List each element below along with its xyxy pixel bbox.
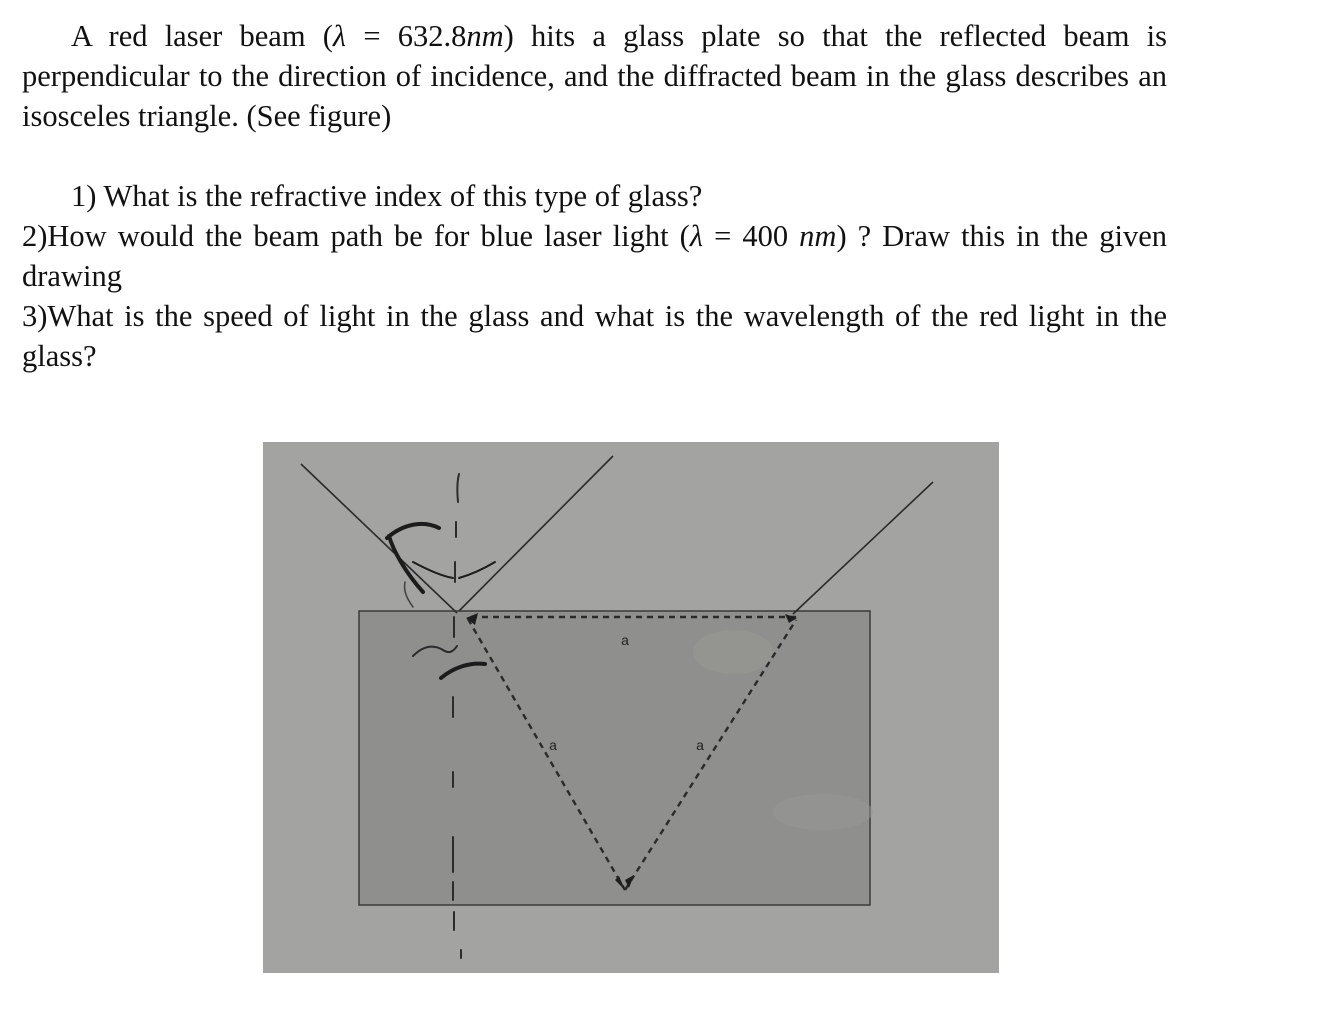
q2-lambda-symbol: λ [689, 219, 704, 253]
problem-statement [22, 16, 1167, 136]
reflected-beam [459, 456, 613, 611]
incident-beam [301, 464, 457, 613]
question-3: 3)What is the speed of light in the glass and what is the wavelength of the red light in the glass? [22, 299, 1167, 373]
beam-diagram [263, 442, 999, 973]
problem-intro: A red laser beam ( [71, 19, 333, 53]
question-2-start: 2)How would the beam path be for blue laser light ( [22, 219, 690, 253]
problem-paragraph [22, 16, 1167, 136]
handdrawn-angle-tick [405, 582, 413, 607]
question-2 [22, 216, 1167, 296]
glass-plate [359, 611, 870, 905]
blue-wavelength-value: 400 [742, 219, 800, 253]
handdrawn-angle-mark-top [387, 524, 439, 592]
red-wavelength-unit: nm [466, 19, 504, 53]
question-list [22, 176, 1167, 376]
exit-beam [793, 482, 933, 614]
question-1: 1) What is the refractive index of this type of glass? [71, 179, 703, 213]
side-label-left: a [549, 737, 557, 753]
side-label-right: a [696, 737, 704, 753]
blue-wavelength-unit: nm [799, 219, 837, 253]
side-label-top: a [621, 632, 629, 648]
equals-sign: = [346, 19, 398, 53]
glass-plate-figure [263, 442, 999, 973]
red-wavelength-value: 632.8 [397, 19, 467, 53]
photo-glare [773, 794, 873, 830]
photo-glare [693, 630, 773, 674]
question-2-end: ) ? Draw this in the given drawing [22, 219, 1168, 293]
lambda-symbol: λ [332, 19, 347, 53]
problem-description: ) hits a glass plate so that the reflected beam is perpendicular to the direction of incidence, and the diffracted beam in the glass describes an isosceles triangle. (See figure) [22, 19, 1167, 133]
q2-equals-sign: = [703, 219, 743, 253]
